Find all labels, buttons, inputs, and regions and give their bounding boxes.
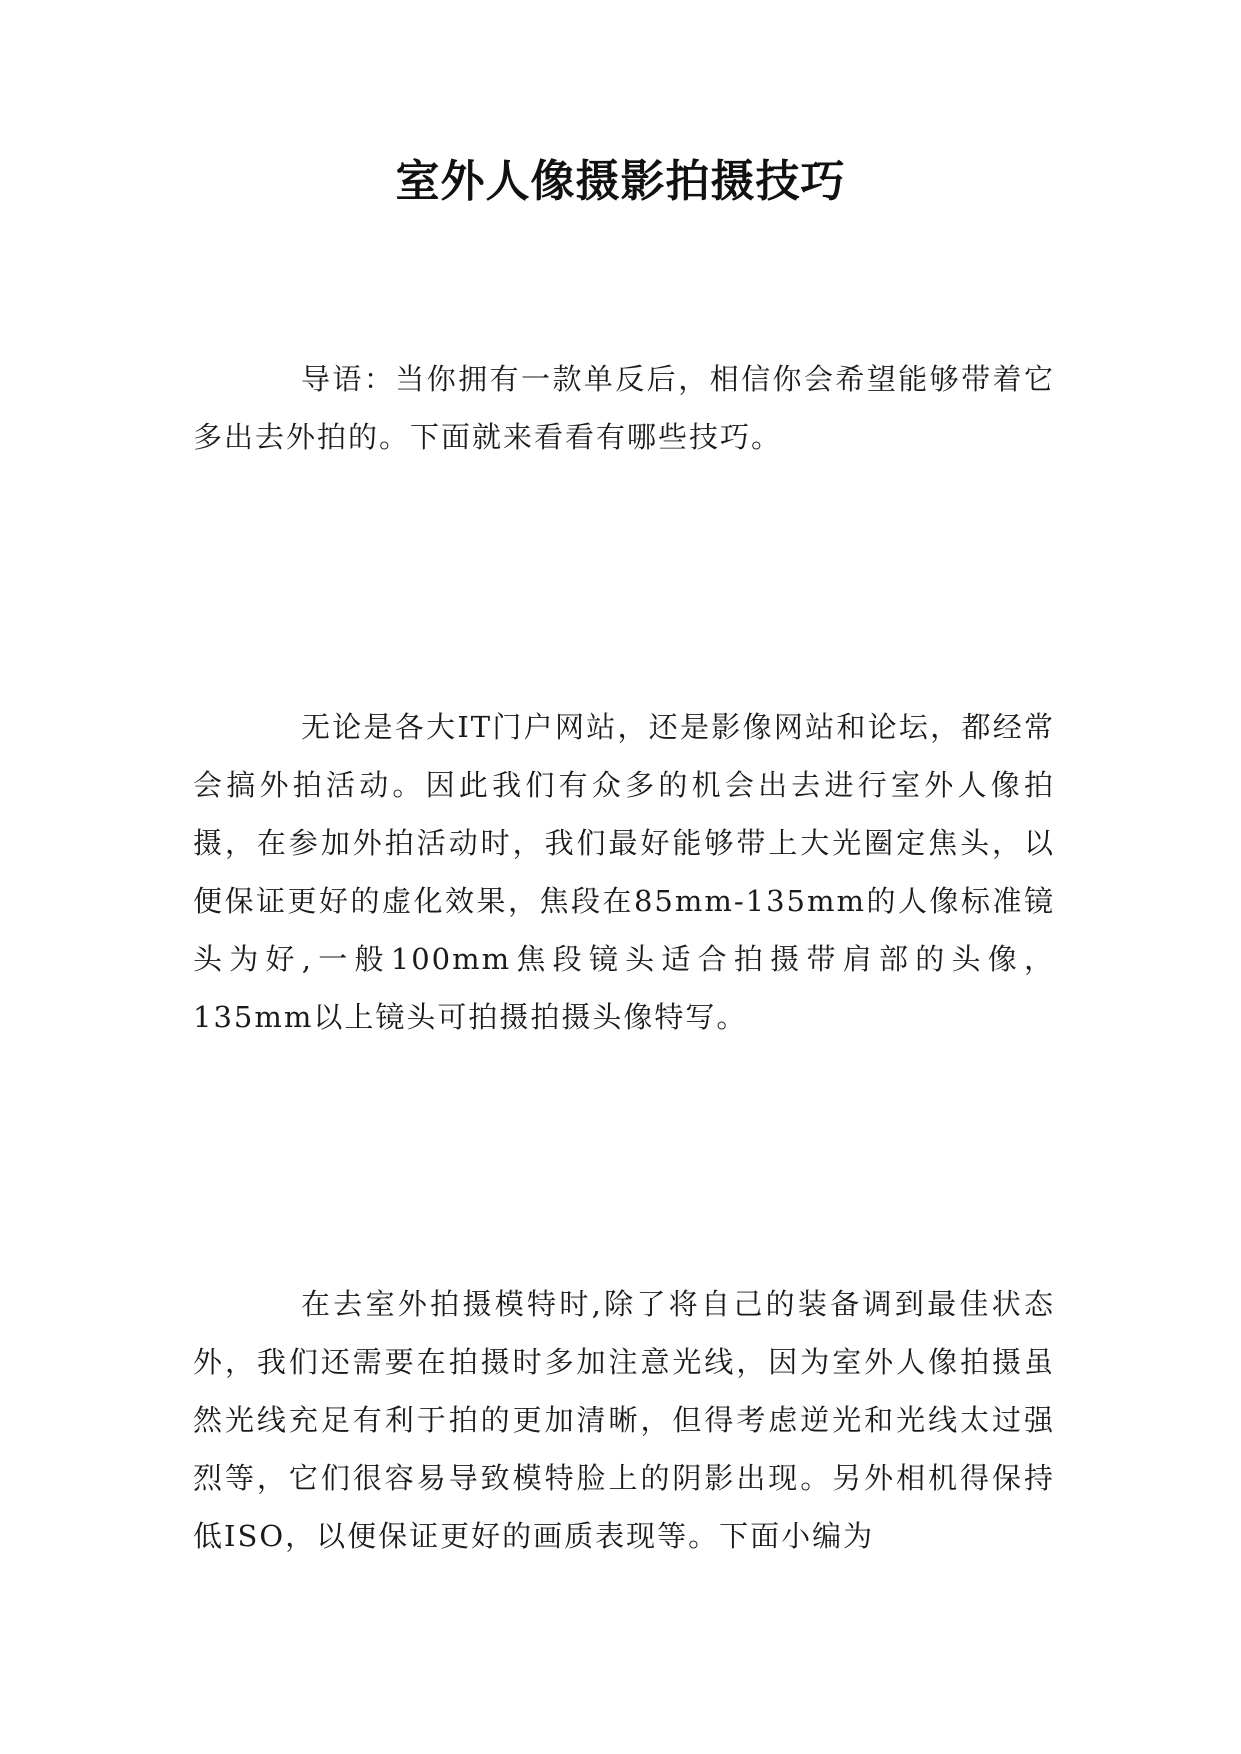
body-paragraph-lens: 无论是各大IT门户网站，还是影像网站和论坛，都经常会搞外拍活动。因此我们有众多的机会出去进行室外人像拍摄，在参加外拍活动时，我们最好能够带上大光圈定焦头，以便保证更好的虚化效果，焦段在85mm-135mm的人像标准镜头为好,一般100mm焦段镜头适合拍摄带肩部的头像，135mm以上镜头可拍摄拍摄头像特写。 xyxy=(193,710,1055,1034)
intro-paragraph: 导语：当你拥有一款单反后，相信你会希望能够带着它多出去外拍的。下面就来看看有哪些技巧。 xyxy=(193,362,1055,454)
document-title: 室外人像摄影拍摄技巧 xyxy=(395,156,846,207)
body-paragraph-lighting: 在去室外拍摄模特时,除了将自己的装备调到最佳状态外，我们还需要在拍摄时多加注意光线，因为室外人像拍摄虽然光线充足有利于拍的更加清晰，但得考虑逆光和光线太过强烈等，它们很容易导致模特脸上的阴影出现。另外相机得保持低ISO，以便保证更好的画质表现等。下面小编为 xyxy=(193,1287,1055,1553)
